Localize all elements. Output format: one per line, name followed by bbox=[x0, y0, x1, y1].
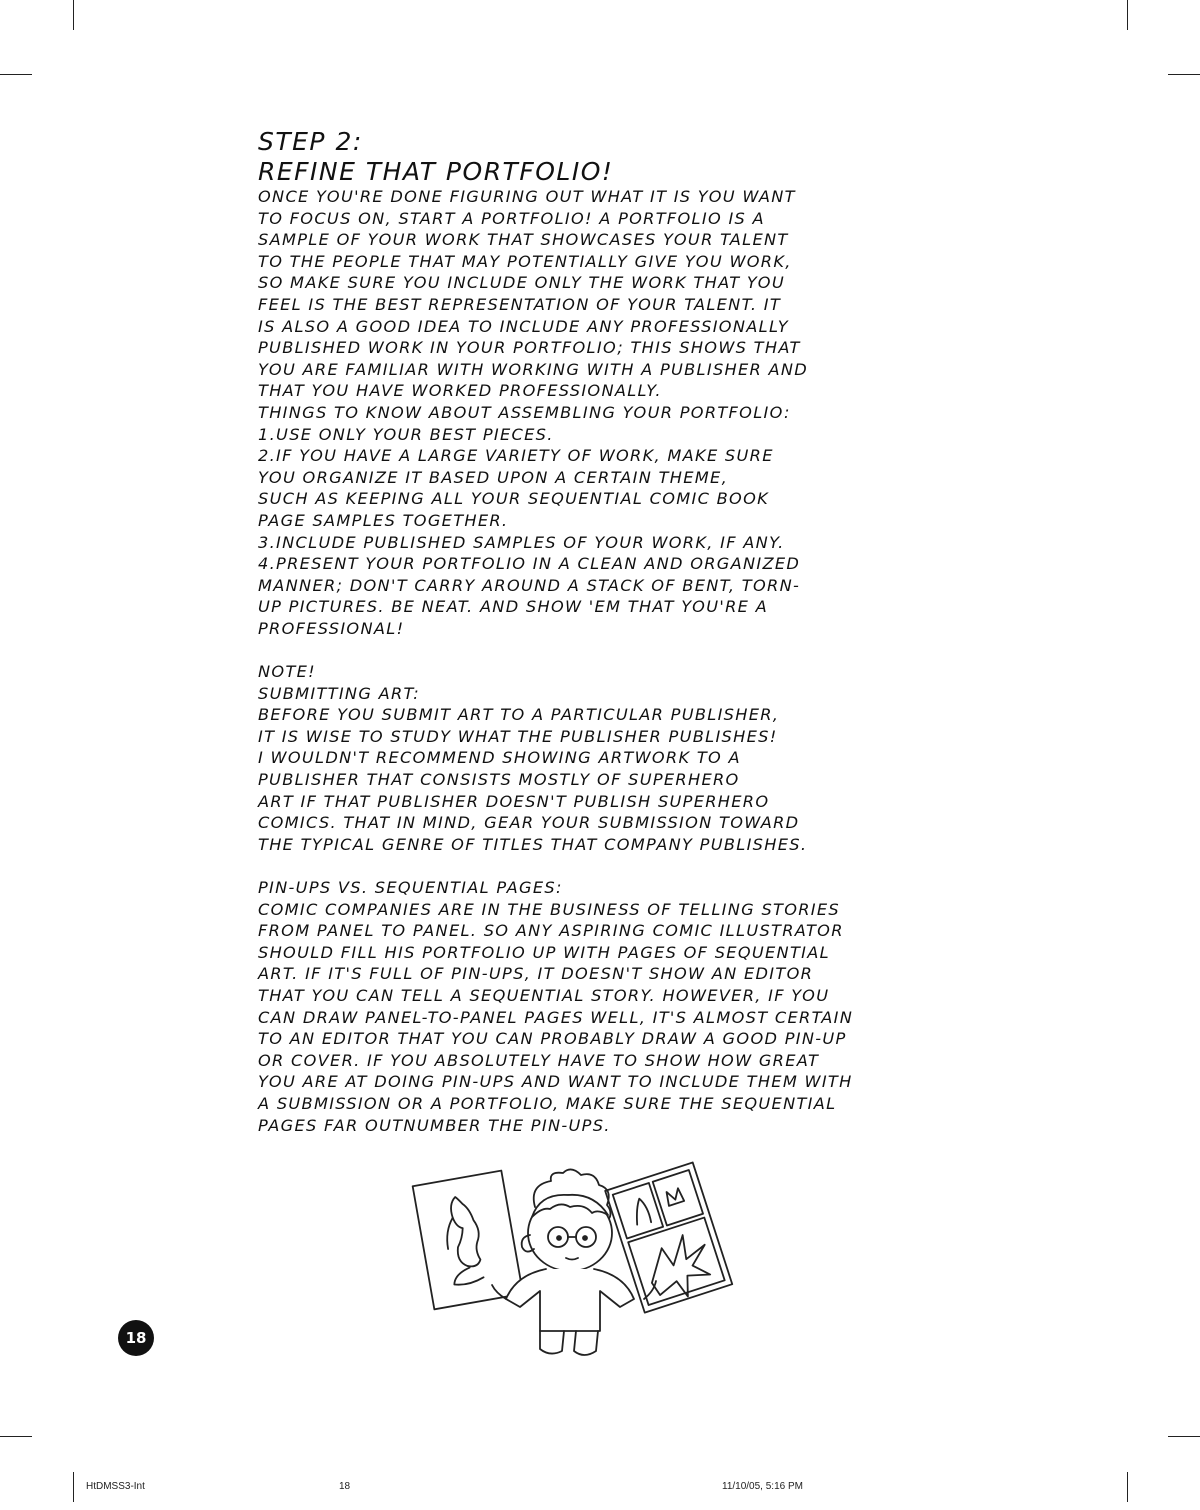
slug-timestamp: 11/10/05, 5:16 PM bbox=[722, 1481, 803, 1492]
note-section bbox=[258, 661, 998, 855]
crop-mark-left-bottom bbox=[0, 1436, 32, 1437]
step-heading: STEP 2: bbox=[258, 127, 363, 156]
text-line: IS ALSO A GOOD IDEA TO INCLUDE ANY PROFESSIONALLY bbox=[258, 316, 789, 336]
text-line: BEFORE YOU SUBMIT ART TO A PARTICULAR PUBLISHER, bbox=[258, 705, 780, 725]
crop-mark-bottom-left bbox=[73, 1472, 74, 1502]
crop-mark-right-bottom bbox=[1168, 1436, 1200, 1437]
portfolio-tips-list bbox=[258, 424, 998, 640]
text-line: TO FOCUS ON, START A PORTFOLIO! A PORTFOLIO IS A bbox=[258, 208, 765, 228]
crop-mark-top-left bbox=[73, 0, 74, 30]
list-item: UP PICTURES. BE NEAT. AND SHOW 'EM THAT YOU'RE A bbox=[258, 597, 768, 617]
slug-page: 18 bbox=[339, 1481, 351, 1492]
kid-with-portfolio-illustration bbox=[410, 1155, 740, 1375]
list-item: SUCH AS KEEPING ALL YOUR SEQUENTIAL COMIC BOOK bbox=[258, 489, 770, 509]
text-line: PAGES FAR OUTNUMBER THE PIN-UPS. bbox=[258, 1115, 611, 1135]
crop-mark-bottom-right bbox=[1127, 1472, 1128, 1502]
text-line: I WOULDN'T RECOMMEND SHOWING ARTWORK TO A bbox=[258, 748, 741, 768]
article-body bbox=[258, 124, 998, 1136]
list-item: MANNER; DON'T CARRY AROUND A STACK OF BENT, TORN- bbox=[258, 575, 801, 595]
note-label: NOTE! bbox=[258, 662, 316, 682]
text-line: SAMPLE OF YOUR WORK THAT SHOWCASES YOUR TALENT bbox=[258, 230, 789, 250]
text-line: ART IF THAT PUBLISHER DOESN'T PUBLISH SUPERHERO bbox=[258, 791, 770, 811]
pinups-section bbox=[258, 877, 998, 1136]
crop-mark-left-top bbox=[0, 74, 32, 75]
pinup-page-drawing bbox=[413, 1171, 523, 1310]
list-item: PROFESSIONAL! bbox=[258, 618, 405, 638]
text-line: COMIC COMPANIES ARE IN THE BUSINESS OF TELLING STORIES bbox=[258, 899, 840, 919]
text-line: A SUBMISSION OR A PORTFOLIO, MAKE SURE THE SEQUENTIAL bbox=[258, 1093, 837, 1113]
list-item: 4.PRESENT YOUR PORTFOLIO IN A CLEAN AND ORGANIZED bbox=[258, 554, 801, 574]
text-line: ART. IF IT'S FULL OF PIN-UPS, IT DOESN'T SHOW AN EDITOR bbox=[258, 964, 814, 984]
text-line: FEEL IS THE BEST REPRESENTATION OF YOUR TALENT. IT bbox=[258, 294, 782, 314]
text-line: IT IS WISE TO STUDY WHAT THE PUBLISHER PUBLISHES! bbox=[258, 726, 778, 746]
page-title: REFINE THAT PORTFOLIO! bbox=[258, 157, 614, 186]
text-line: PUBLISHED WORK IN YOUR PORTFOLIO; THIS SHOWS THAT bbox=[258, 338, 801, 358]
crop-mark-top-right bbox=[1127, 0, 1128, 30]
text-line: TO THE PEOPLE THAT MAY POTENTIALLY GIVE YOU WORK, bbox=[258, 251, 792, 271]
text-line: YOU ARE AT DOING PIN-UPS AND WANT TO INCLUDE THEM WITH bbox=[258, 1072, 853, 1092]
text-line: SHOULD FILL HIS PORTFOLIO UP WITH PAGES OF SEQUENTIAL bbox=[258, 942, 830, 962]
text-line: SO MAKE SURE YOU INCLUDE ONLY THE WORK THAT YOU bbox=[258, 273, 785, 293]
text-line: OR COVER. IF YOU ABSOLUTELY HAVE TO SHOW HOW GREAT bbox=[258, 1050, 820, 1070]
text-line: TO AN EDITOR THAT YOU CAN PROBABLY DRAW A GOOD PIN-UP bbox=[258, 1029, 847, 1049]
text-line: THE TYPICAL GENRE OF TITLES THAT COMPANY PUBLISHES. bbox=[258, 834, 808, 854]
intro-paragraph bbox=[258, 186, 998, 402]
text-line: THAT YOU CAN TELL A SEQUENTIAL STORY. HOWEVER, IF YOU bbox=[258, 985, 830, 1005]
text-line: FROM PANEL TO PANEL. SO ANY ASPIRING COMIC ILLUSTRATOR bbox=[258, 921, 844, 941]
list-item: 2.IF YOU HAVE A LARGE VARIETY OF WORK, MAKE SURE bbox=[258, 446, 774, 466]
page-number-badge: 18 bbox=[118, 1320, 154, 1356]
text-line: THAT YOU HAVE WORKED PROFESSIONALLY. bbox=[258, 381, 662, 401]
text-line: CAN DRAW PANEL-TO-PANEL PAGES WELL, IT'S ALMOST CERTAIN bbox=[258, 1007, 854, 1027]
crop-mark-right-top bbox=[1168, 74, 1200, 75]
list-item: 3.INCLUDE PUBLISHED SAMPLES OF YOUR WORK, IF ANY. bbox=[258, 532, 785, 552]
text-line: ONCE YOU'RE DONE FIGURING OUT WHAT IT IS YOU WANT bbox=[258, 187, 796, 206]
list-item: 1.USE ONLY YOUR BEST PIECES. bbox=[258, 424, 554, 444]
text-line: COMICS. THAT IN MIND, GEAR YOUR SUBMISSION TOWARD bbox=[258, 813, 800, 833]
text-line: YOU ARE FAMILIAR WITH WORKING WITH A PUBLISHER AND bbox=[258, 359, 809, 379]
pinups-subheading: PIN-UPS VS. SEQUENTIAL PAGES: bbox=[258, 878, 563, 897]
list-item: YOU ORGANIZE IT BASED UPON A CERTAIN THEME, bbox=[258, 467, 729, 487]
slug-filename: HtDMSS3-Int bbox=[86, 1481, 145, 1492]
things-heading: THINGS TO KNOW ABOUT ASSEMBLING YOUR PORTFOLIO: bbox=[258, 402, 791, 422]
text-line: PUBLISHER THAT CONSISTS MOSTLY OF SUPERHERO bbox=[258, 770, 740, 790]
list-item: PAGE SAMPLES TOGETHER. bbox=[258, 510, 509, 530]
note-subheading: SUBMITTING ART: bbox=[258, 683, 420, 703]
